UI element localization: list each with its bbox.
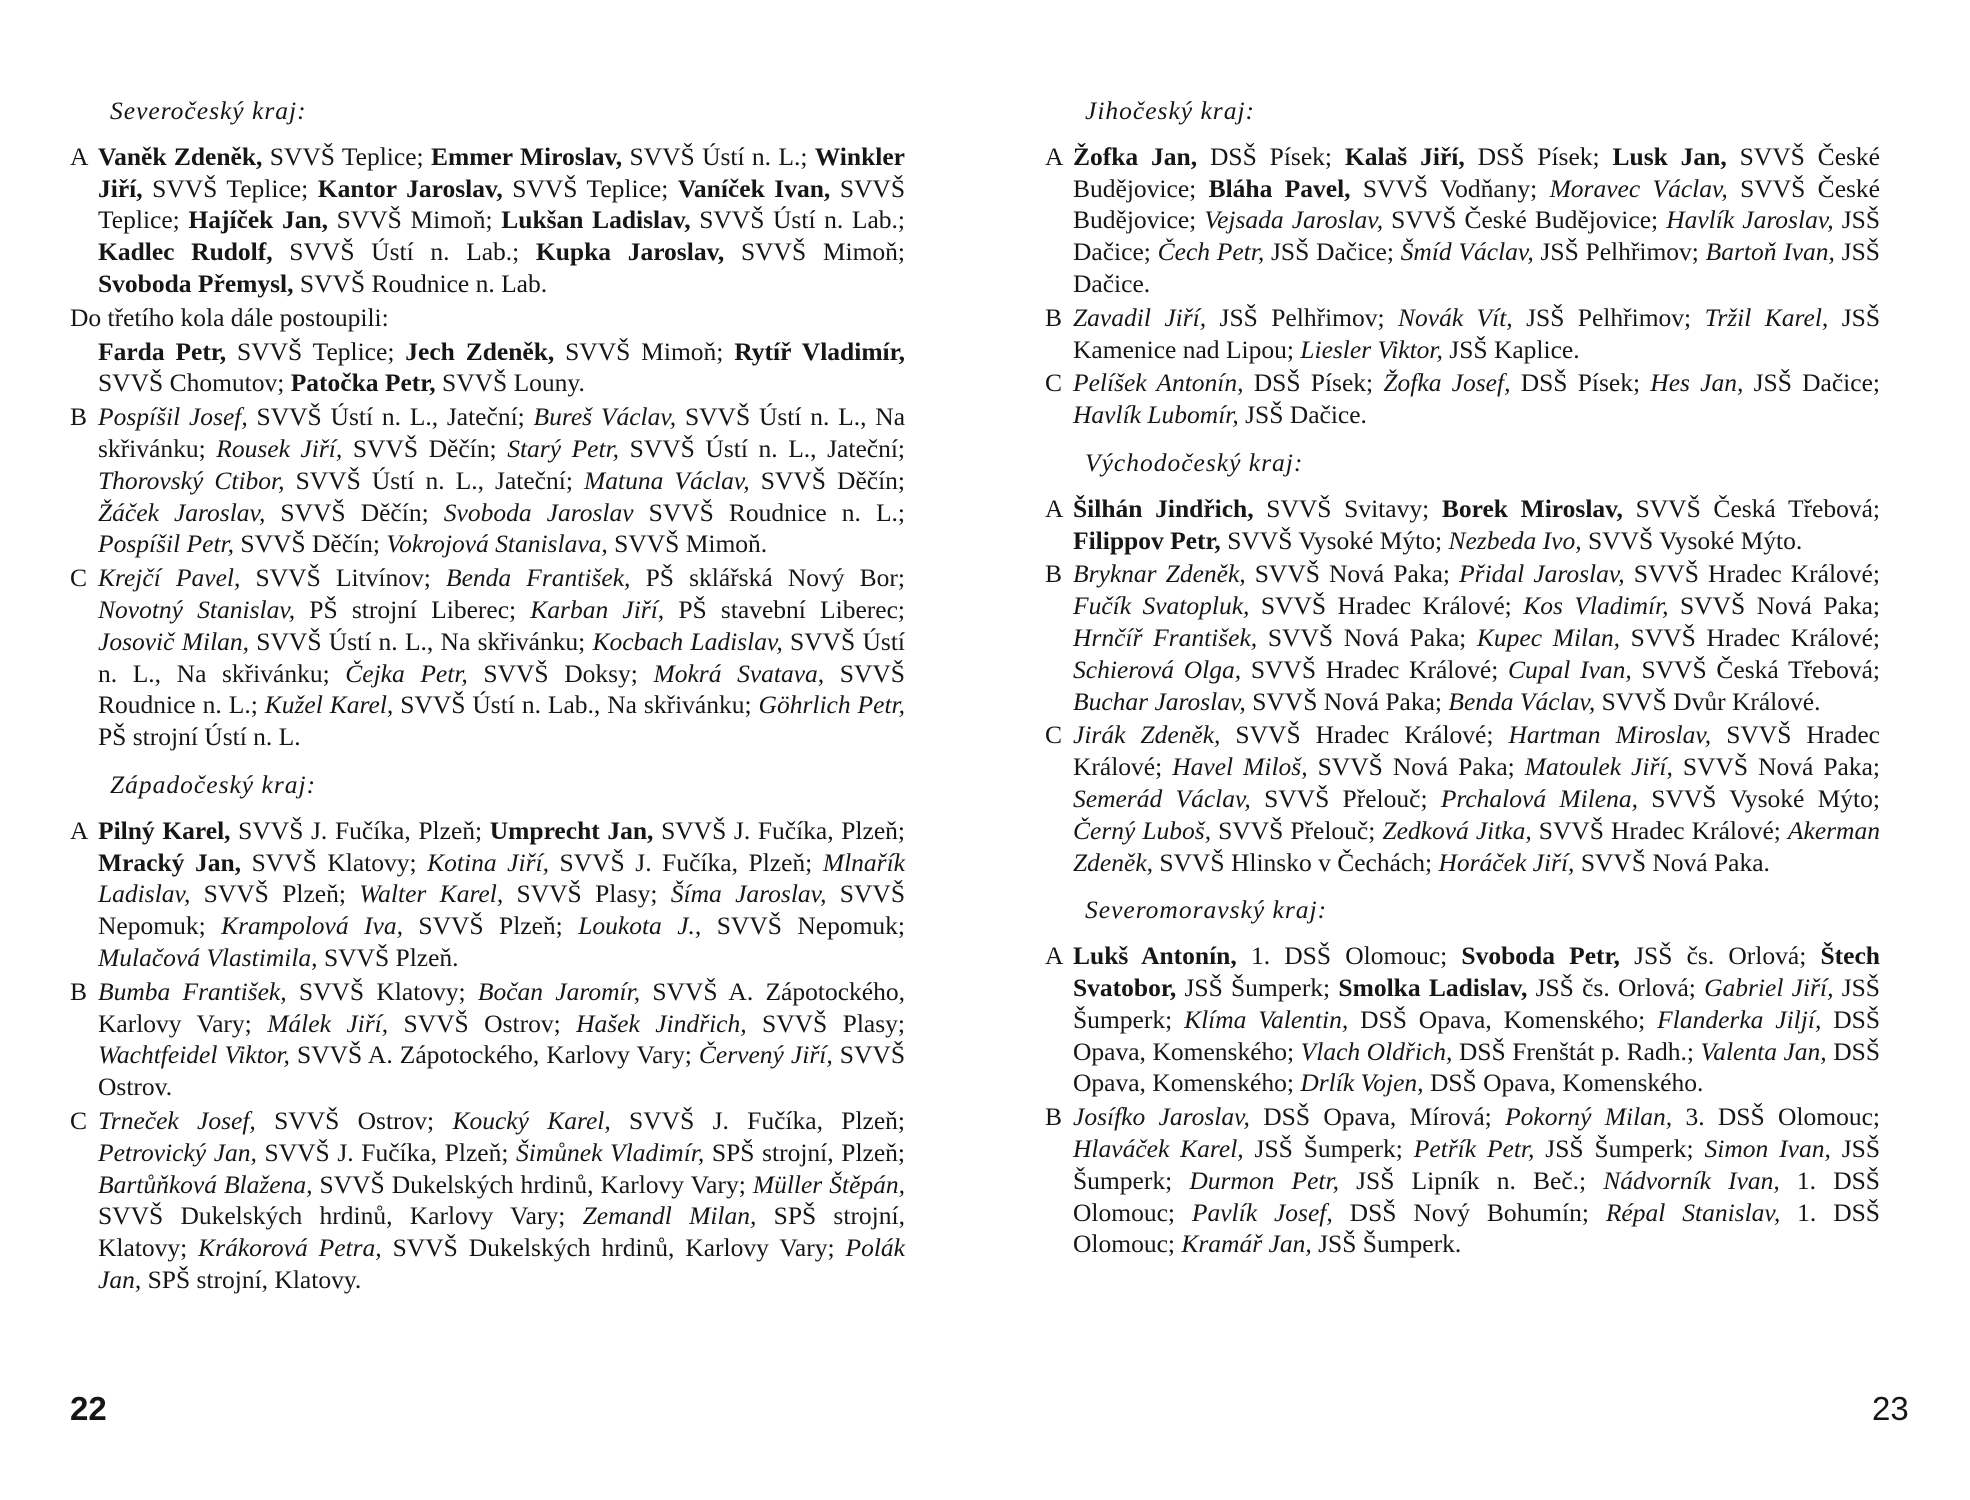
- school-text: SPŠ strojní, Klatovy.: [141, 1264, 362, 1294]
- participant-name: Zemandl Milan,: [582, 1201, 757, 1231]
- participant-name: Akerman Zdeněk,: [1073, 815, 1880, 877]
- participant-list: [98, 815, 905, 974]
- school-text: SVVŠ Mimoň;: [724, 237, 906, 267]
- category-entry: [70, 976, 905, 1103]
- participant-list: [1073, 367, 1880, 431]
- school-text: SVVŠ Ústí n. L., Na skřivánku;: [98, 402, 906, 463]
- category-entry: [1045, 302, 1880, 366]
- participant-name: Novotný Stanislav,: [98, 594, 296, 624]
- school-text: DSŠ Opava, Mírová;: [1249, 1102, 1506, 1132]
- school-text: SVVŠ Vysoké Mýto;: [1637, 783, 1880, 813]
- school-text: DSŠ Frenštát p. Radh.;: [1452, 1036, 1701, 1066]
- school-text: SVVŠ Teplice;: [98, 173, 906, 235]
- participant-name: Svoboda Petr,: [1461, 941, 1620, 971]
- school-text: SVVŠ Svitavy;: [1253, 493, 1442, 523]
- participant-name: Přidal Jaroslav,: [1459, 559, 1625, 589]
- participant-name: Vlach Oldřich,: [1300, 1036, 1453, 1066]
- participant-list: [98, 562, 905, 753]
- category-letter: A: [1045, 141, 1064, 171]
- school-text: SVVŠ Plzeň.: [317, 942, 459, 972]
- school-text: SVVŠ Ústí n. Lab.;: [272, 237, 536, 267]
- participant-name: Nezbeda Ivo,: [1448, 525, 1582, 555]
- participant-name: Göhrlich Petr,: [758, 690, 906, 720]
- school-text: SVVŠ Hradec Králové;: [1073, 720, 1881, 782]
- participant-name: Horáček Jiří,: [1438, 847, 1575, 877]
- school-text: SVVŠ Děčín;: [234, 529, 387, 559]
- school-text: SVVŠ Nová Paka;: [1307, 752, 1525, 782]
- participant-name: Bureš Václav,: [533, 402, 677, 432]
- participant-name: Farda Petr,: [98, 336, 227, 366]
- school-text: SVVŠ Ostrov;: [255, 1105, 453, 1135]
- school-text: SVVŠ Teplice;: [502, 173, 678, 203]
- participant-name: Buchar Jaroslav,: [1073, 686, 1246, 716]
- school-text: SVVŠ Přelouč;: [1250, 783, 1441, 813]
- left-page: [70, 95, 905, 1298]
- region-heading: Jihočeský kraj:: [1085, 96, 1256, 125]
- participant-name: Matuna Václav,: [584, 465, 750, 495]
- participant-name: Pospíšil Josef,: [98, 402, 248, 432]
- region-heading: Západočeský kraj:: [110, 769, 317, 799]
- participant-name: Drlík Vojen,: [1300, 1068, 1424, 1098]
- school-text: DSŠ Opava, Komenského;: [1348, 1004, 1658, 1034]
- category-letter: C: [70, 1105, 88, 1135]
- category-letter: C: [70, 563, 88, 593]
- school-text: SVVŠ Ostrov.: [98, 1040, 906, 1102]
- participant-name: Červený Jiří,: [698, 1040, 833, 1070]
- school-text: SVVŠ Děčín;: [749, 465, 905, 495]
- participant-name: Liesler Viktor,: [1300, 334, 1443, 364]
- participant-name: Pavlík Josef,: [1191, 1197, 1333, 1227]
- school-text: SVVŠ Litvínov;: [240, 563, 446, 593]
- participant-name: Petřík Petr,: [1413, 1133, 1535, 1163]
- category-letter: A: [1045, 941, 1064, 971]
- participant-name: Vaníček Ivan,: [677, 173, 831, 203]
- participant-name: Mokrá Svatava,: [653, 658, 825, 688]
- participant-name: Cupal Ivan,: [1508, 654, 1632, 684]
- participant-name: Répal Stanislav,: [1605, 1197, 1781, 1227]
- participant-list: [1073, 940, 1880, 1099]
- school-text: SVVŠ Dukelských hrdinů, Karlovy Vary;: [312, 1169, 753, 1199]
- page-number-left: 22: [70, 1390, 107, 1427]
- school-text: SVVŠ Ústí n. L., Jateční;: [247, 402, 534, 432]
- school-text: SVVŠ České Budějovice;: [1073, 173, 1881, 235]
- category-letter: B: [70, 976, 88, 1006]
- participant-name: Mlnařík Ladislav,: [98, 847, 905, 909]
- school-text: DSŠ Písek;: [1464, 141, 1613, 171]
- participant-name: Kotina Jiří,: [427, 847, 549, 877]
- participant-name: Smolka Ladislav,: [1338, 972, 1528, 1002]
- school-text: SVVŠ Vysoké Mýto.: [1581, 525, 1803, 555]
- school-text: SVVŠ Česká Třebová;: [1622, 493, 1881, 523]
- participant-name: Havlík Jaroslav,: [1666, 205, 1834, 235]
- school-text: JSŠ Kaplice.: [1442, 334, 1580, 364]
- participant-name: Petrovický Jan,: [98, 1137, 257, 1167]
- school-text: DSŠ Opava, Komenského;: [1073, 1036, 1881, 1098]
- participant-name: Matoulek Jiří,: [1524, 752, 1673, 782]
- school-text: SVVŠ Česká Třebová;: [1631, 654, 1880, 684]
- participant-name: Pelíšek Antonín,: [1073, 368, 1244, 398]
- school-text: JSŠ Pelhřimov;: [1206, 302, 1398, 332]
- participant-name: Emmer Miroslav,: [430, 141, 623, 171]
- category-entry: [1045, 558, 1880, 717]
- participant-name: Jech Zdeněk,: [405, 336, 555, 366]
- participant-name: Šmíd Václav,: [1400, 237, 1534, 267]
- participant-name: Vaněk Zdeněk,: [98, 141, 263, 171]
- school-text: SPŠ strojní, Klatovy;: [98, 1201, 905, 1263]
- category-entry: [1045, 141, 1880, 300]
- participant-list: [1073, 493, 1880, 557]
- participant-name: Koucký Karel,: [452, 1105, 611, 1135]
- category-entry: [1045, 1101, 1880, 1260]
- participant-name: Krampolová Iva,: [221, 911, 403, 941]
- participant-name: Mulačová Vlastimila,: [98, 942, 318, 972]
- participant-name: Hartman Miroslav,: [1508, 720, 1712, 750]
- category-entry: [70, 815, 905, 974]
- region-heading: Východočeský kraj:: [1085, 447, 1304, 477]
- school-text: SVVŠ Děčín;: [265, 497, 444, 527]
- participant-name: Pokorný Milan,: [1505, 1102, 1673, 1132]
- school-text: SVVŠ Plasy;: [503, 879, 671, 909]
- school-text: SVVŠ A. Zápotockého, Karlovy Vary;: [98, 976, 905, 1038]
- school-text: SVVŠ Teplice;: [142, 173, 318, 203]
- participant-list: [1073, 719, 1880, 878]
- school-text: SVVŠ Hlinsko v Čechách;: [1153, 847, 1439, 877]
- school-text: DSŠ Písek;: [1510, 368, 1651, 398]
- participant-name: Bartůňková Blažena,: [98, 1169, 313, 1199]
- participant-name: Žáček Jaroslav,: [98, 497, 266, 527]
- category-letter: B: [1045, 1102, 1063, 1132]
- school-text: JSŠ Dačice.: [1073, 237, 1880, 298]
- participant-name: Kocbach Ladislav,: [592, 626, 783, 656]
- category-letter: B: [1045, 302, 1063, 332]
- school-text: SVVŠ Nová Paka;: [1245, 559, 1460, 589]
- school-text: SVVŠ Klatovy;: [286, 976, 478, 1006]
- participant-name: Hašek Jindřich,: [576, 1008, 747, 1038]
- school-text: SVVŠ Chomutov;: [98, 368, 291, 398]
- participant-name: Zedková Jitka,: [1382, 815, 1532, 845]
- category-letter: B: [70, 402, 88, 432]
- participant-name: Čejka Petr,: [345, 658, 468, 688]
- participant-name: Čech Petr,: [1157, 237, 1265, 267]
- participant-name: Fučík Svatopluk,: [1073, 591, 1250, 621]
- participant-name: Valenta Jan,: [1700, 1036, 1827, 1066]
- participant-name: Schierová Olga,: [1073, 654, 1242, 684]
- participant-name: Umprecht Jan,: [489, 815, 654, 845]
- school-text: SVVŠ Plzeň;: [190, 879, 360, 909]
- school-text: JSŠ Dačice;: [1743, 368, 1880, 398]
- category-letter: A: [70, 141, 89, 171]
- school-text: SVVŠ Hradec Králové;: [1220, 720, 1509, 750]
- region-heading: Severomoravský kraj:: [1085, 895, 1328, 925]
- participant-name: Svoboda Přemysl,: [98, 268, 294, 298]
- participant-name: Gabriel Jiří,: [1704, 972, 1834, 1002]
- participant-name: Patočka Petr,: [290, 368, 436, 398]
- school-text: SVVŠ Plasy;: [746, 1008, 905, 1038]
- participant-name: Josífko Jaroslav,: [1073, 1102, 1250, 1132]
- school-text: SVVŠ A. Zápotockého, Karlovy Vary;: [289, 1040, 699, 1070]
- school-text: SVVŠ Děčín;: [342, 433, 508, 463]
- school-text: SVVŠ Teplice;: [262, 141, 431, 171]
- category-entry: [1045, 719, 1880, 878]
- advanced-list: [98, 336, 905, 400]
- school-text: SVVŠ Nepomuk;: [98, 879, 906, 941]
- participant-name: Polák Jan,: [98, 1233, 905, 1294]
- school-text: DSŠ Opava, Komenského.: [1423, 1068, 1704, 1098]
- school-text: SPŠ strojní, Plzeň;: [704, 1137, 905, 1167]
- school-text: JSŠ čs. Orlová;: [1527, 972, 1705, 1002]
- school-text: PŠ strojní Ústí n. L.: [98, 722, 301, 752]
- participant-name: Kramář Jan,: [1181, 1229, 1312, 1259]
- participant-name: Zavadil Jiří,: [1073, 302, 1207, 332]
- participant-name: Simon Ivan,: [1704, 1133, 1831, 1163]
- school-text: SVVŠ Mimoň;: [328, 205, 502, 235]
- school-text: PŠ stavební Liberec;: [664, 594, 905, 624]
- school-text: SVVŠ Nová Paka;: [1245, 686, 1449, 716]
- participant-name: Lusk Jan,: [1612, 141, 1727, 171]
- page-number-right: 23: [1872, 1390, 1909, 1427]
- participant-name: Bočan Jaromír,: [477, 976, 641, 1006]
- school-text: SVVŠ Teplice;: [226, 336, 406, 366]
- participant-name: Kupka Jaroslav,: [535, 237, 725, 267]
- category-entry: [70, 562, 905, 753]
- participant-name: Borek Miroslav,: [1441, 493, 1623, 523]
- participant-name: Havel Miloš,: [1172, 752, 1308, 782]
- participant-name: Bláha Pavel,: [1208, 173, 1351, 203]
- school-text: JSŠ Dačice.: [1238, 400, 1367, 430]
- school-text: SVVŠ Hradec Králové;: [1624, 559, 1880, 589]
- school-text: JSŠ Šumperk;: [1073, 972, 1880, 1034]
- region-heading: Severočeský kraj:: [110, 96, 307, 125]
- school-text: DSŠ Opava, Komenského;: [1073, 1004, 1880, 1066]
- participant-name: Walter Karel,: [359, 879, 504, 909]
- participant-list: [98, 976, 905, 1103]
- participant-name: Starý Petr,: [507, 433, 620, 463]
- school-text: SVVŠ České Budějovice;: [1073, 141, 1881, 203]
- school-text: SVVŠ Hradec Králové;: [1241, 654, 1508, 684]
- school-text: SVVŠ Vysoké Mýto;: [1220, 525, 1449, 555]
- participant-name: Lukšan Ladislav,: [501, 205, 691, 235]
- school-text: SVVŠ Doksy;: [467, 658, 654, 688]
- school-text: SVVŠ Hradec Králové;: [1620, 622, 1880, 652]
- participant-name: Krejčí Pavel,: [98, 563, 241, 593]
- participant-name: Vokrojová Stanislava,: [386, 529, 608, 559]
- school-text: SVVŠ Nová Paka.: [1574, 847, 1770, 877]
- school-text: SVVŠ Nová Paka;: [1257, 622, 1477, 652]
- participant-name: Šíma Jaroslav,: [670, 879, 827, 909]
- participant-name: Žofka Jan,: [1073, 141, 1198, 171]
- school-text: SVVŠ Nepomuk;: [701, 911, 906, 941]
- category-entry: [1045, 367, 1880, 431]
- school-text: SVVŠ Ústí n. L., Na skřivánku;: [98, 626, 906, 688]
- school-text: SVVŠ Ostrov;: [388, 1008, 577, 1038]
- participant-name: Thorovský Ctibor,: [98, 465, 285, 495]
- category-entry: [70, 141, 905, 300]
- school-text: SVVŠ Roudnice n. L.;: [98, 658, 905, 720]
- school-text: SVVŠ Přelouč;: [1211, 815, 1383, 845]
- participant-name: Benda Václav,: [1448, 686, 1596, 716]
- school-text: JSŠ Pelhřimov;: [1512, 302, 1705, 332]
- school-text: DSŠ Písek;: [1243, 368, 1384, 398]
- school-text: SVVŠ J. Fučíka, Plzeň;: [230, 815, 490, 845]
- participant-name: Moravec Václav,: [1549, 173, 1728, 203]
- school-text: PŠ strojní Liberec;: [295, 594, 531, 624]
- school-text: SVVŠ České Budějovice;: [1383, 205, 1667, 235]
- participant-list: [1073, 1101, 1880, 1260]
- school-text: SVVŠ Ústí n. L., Jateční;: [619, 433, 906, 463]
- school-text: SVVŠ Ústí n. Lab.;: [690, 205, 905, 235]
- school-text: JSŠ Kamenice nad Lipou;: [1073, 302, 1880, 364]
- school-text: 3. DSŠ Olomouc;: [1672, 1102, 1880, 1132]
- participant-name: Vejsada Jaroslav,: [1204, 205, 1384, 235]
- school-text: SVVŠ Louny.: [435, 368, 585, 398]
- school-text: SVVŠ Plzeň;: [402, 911, 579, 941]
- participant-name: Nádvorník Ivan,: [1603, 1165, 1780, 1195]
- school-text: SVVŠ Dukelských hrdinů, Karlovy Vary;: [381, 1233, 846, 1263]
- participant-list: [1073, 141, 1880, 300]
- school-text: 1. DSŠ Olomouc;: [1073, 1165, 1880, 1227]
- school-text: SVVŠ J. Fučíka, Plzeň;: [610, 1105, 906, 1135]
- school-text: JSŠ čs. Orlová;: [1619, 941, 1821, 971]
- school-text: JSŠ Šumperk;: [1243, 1133, 1414, 1163]
- participant-name: Rytíř Vladimír,: [734, 336, 905, 366]
- school-text: SVVŠ Roudnice n. L.;: [633, 497, 905, 527]
- participant-name: Hes Jan,: [1650, 368, 1744, 398]
- category-letter: B: [1045, 559, 1063, 589]
- school-text: SVVŠ Hradec Králové;: [1249, 591, 1524, 621]
- participant-name: Jirák Zdeněk,: [1073, 720, 1221, 750]
- participant-name: Mracký Jan,: [98, 847, 242, 877]
- participant-name: Kos Vladimír,: [1523, 591, 1669, 621]
- school-text: SVVŠ Hradec Králové;: [1531, 815, 1788, 845]
- school-text: SVVŠ Dvůr Králové.: [1595, 686, 1821, 716]
- category-letter: C: [1045, 720, 1063, 750]
- participant-name: Šimůnek Vladimír,: [516, 1137, 705, 1167]
- school-text: JSŠ Šumperk;: [1073, 1133, 1880, 1195]
- participant-name: Novák Vít,: [1398, 302, 1513, 332]
- school-text: DSŠ Písek;: [1197, 141, 1345, 171]
- participant-name: Trneček Josef,: [98, 1105, 256, 1135]
- participant-name: Lukš Antonín,: [1073, 941, 1237, 971]
- participant-name: Filippov Petr,: [1073, 525, 1221, 555]
- participant-name: Havlík Lubomír,: [1073, 400, 1239, 430]
- school-text: SVVŠ Vodňany;: [1350, 173, 1550, 203]
- participant-name: Benda František,: [446, 563, 631, 593]
- school-text: JSŠ Lipník n. Beč.;: [1338, 1165, 1604, 1195]
- school-text: SVVŠ Klatovy;: [241, 847, 428, 877]
- school-text: 1. DSŠ Olomouc;: [1236, 941, 1462, 971]
- participant-name: Kužel Karel,: [264, 690, 394, 720]
- participant-name: Štech Svatobor,: [1073, 941, 1880, 1002]
- school-text: JSŠ Dačice;: [1073, 205, 1881, 267]
- participant-name: Bumba František,: [98, 976, 287, 1006]
- participant-name: Hlaváček Karel,: [1073, 1133, 1244, 1163]
- participant-name: Semerád Václav,: [1073, 783, 1251, 813]
- participant-name: Rousek Jiří,: [216, 433, 343, 463]
- participant-name: Žofka Josef,: [1383, 368, 1511, 398]
- category-letter: A: [70, 815, 89, 845]
- participant-name: Kalaš Jiří,: [1344, 141, 1465, 171]
- school-text: SVVŠ Mimoň;: [554, 336, 735, 366]
- school-text: SVVŠ Ústí n. Lab., Na skřivánku;: [393, 690, 759, 720]
- advancement-note: Do třetího kola dále postoupili:: [70, 302, 389, 332]
- participant-name: Karban Jiří,: [530, 594, 665, 624]
- school-text: SVVŠ Ústí n. L., Jateční;: [284, 465, 584, 495]
- participant-name: Müller Štěpán,: [752, 1169, 906, 1199]
- participant-name: Hrnčíř František,: [1073, 622, 1258, 652]
- participant-name: Kadlec Rudolf,: [98, 237, 273, 267]
- school-text: SVVŠ J. Fučíka, Plzeň;: [256, 1137, 517, 1167]
- participant-name: Krákorová Petra,: [198, 1233, 382, 1263]
- category-letter: A: [1045, 493, 1064, 523]
- participant-list: [1073, 302, 1880, 366]
- participant-name: Šilhán Jindřich,: [1073, 493, 1254, 523]
- category-entry: [1045, 940, 1880, 1099]
- school-text: SVVŠ J. Fučíka, Plzeň;: [548, 847, 823, 877]
- school-text: PŠ sklářská Nový Bor;: [630, 563, 905, 593]
- participant-name: Pospíšil Petr,: [98, 529, 235, 559]
- participant-name: Flanderka Jiljí,: [1657, 1004, 1822, 1034]
- school-text: SVVŠ Dukelských hrdinů, Karlovy Vary;: [98, 1201, 583, 1231]
- participant-name: Bryknar Zdeněk,: [1073, 559, 1246, 589]
- school-text: JSŠ Šumperk;: [1534, 1133, 1705, 1163]
- category-entry: [70, 1105, 905, 1296]
- school-text: JSŠ Dačice;: [1264, 237, 1401, 267]
- participant-name: Pilný Karel,: [98, 815, 231, 845]
- school-text: SVVŠ Ústí n. L.;: [622, 141, 815, 171]
- participant-list: [98, 141, 905, 300]
- participant-name: Bartoň Ivan,: [1705, 237, 1835, 267]
- participant-name: Kupec Milan,: [1476, 622, 1620, 652]
- school-text: JSŠ Šumperk;: [1176, 972, 1339, 1002]
- participant-name: Klíma Valentin,: [1184, 1004, 1349, 1034]
- participant-list: [98, 401, 905, 560]
- participant-list: [98, 1105, 905, 1296]
- school-text: JSŠ Pelhřimov;: [1533, 237, 1706, 267]
- participant-name: Málek Jiří,: [267, 1008, 389, 1038]
- category-letter: C: [1045, 368, 1063, 398]
- school-text: SVVŠ Nová Paka;: [1668, 591, 1880, 621]
- right-page: [1045, 95, 1880, 1262]
- participant-name: Durmon Petr,: [1189, 1165, 1339, 1195]
- participant-name: Loukota J.,: [578, 911, 702, 941]
- participant-name: Josovič Milan,: [98, 626, 250, 656]
- school-text: SVVŠ Mimoň.: [607, 529, 768, 559]
- participant-name: Hajíček Jan,: [188, 205, 329, 235]
- participant-name: Kantor Jaroslav,: [317, 173, 503, 203]
- category-entry: [70, 401, 905, 560]
- participant-name: Prchalová Milena,: [1440, 783, 1638, 813]
- school-text: SVVŠ J. Fučíka, Plzeň;: [653, 815, 905, 845]
- school-text: SVVŠ Roudnice n. Lab.: [293, 268, 548, 298]
- school-text: DSŠ Nový Bohumín;: [1332, 1197, 1606, 1227]
- participant-name: Wachtfeidel Viktor,: [98, 1040, 290, 1070]
- participant-name: Svoboda Jaroslav: [443, 497, 634, 527]
- school-text: JSŠ Šumperk.: [1311, 1229, 1462, 1259]
- participant-name: Tržil Karel,: [1704, 302, 1829, 332]
- school-text: SVVŠ Nová Paka;: [1672, 752, 1880, 782]
- category-entry: [1045, 493, 1880, 557]
- school-text: 1. DSŠ Olomouc;: [1073, 1197, 1880, 1259]
- participant-name: Černý Luboš,: [1073, 815, 1212, 845]
- school-text: SVVŠ Ústí n. L., Na skřivánku;: [249, 626, 593, 656]
- participant-list: [1073, 558, 1880, 717]
- participant-name: Winkler Jiří,: [98, 141, 905, 203]
